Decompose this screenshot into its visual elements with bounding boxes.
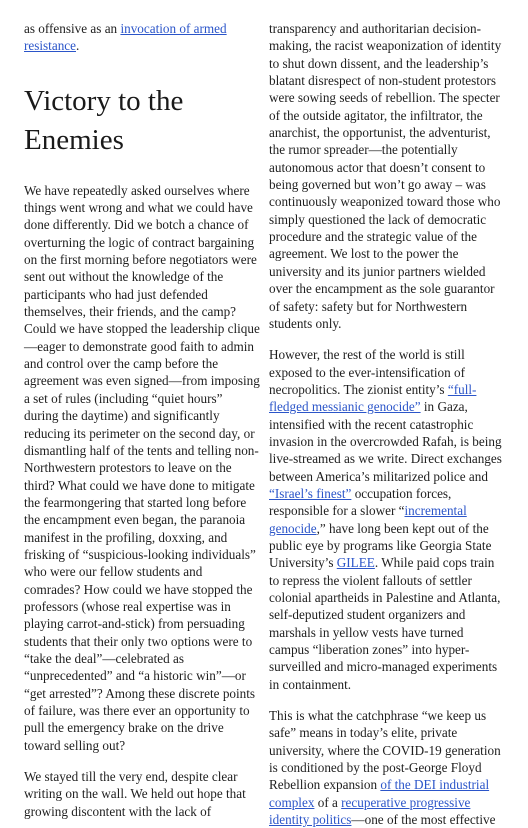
paragraph: We have repeatedly asked ourselves where things went wrong and what we could have done differently. Did we botch a chance of overturning the logic of contract bargaining on the first morning before negotiators were sent out without the knowledge of the participants who had just defended themselves, their friends, and the camp? Could we have stopped the leadership clique—eager to demonstrate good faith to admin and control over the camp before the agreement was even signed—from imposing a set of rules (including “quiet hours” during the daytime) and significantly reducing its perimeter on the second day, or dismantling half of the tents and telling non-Northwestern protestors to leave on the third? What could we have done to mitigate the fearmongering that started long before the encampment even began, the paranoia manifest in the profiling, doxxing, and frisking of “suspicious-looking individuals” who were our fellow students and comrades? How could we have stopped the professors (whose real expertise was in playing carrot-and-stick) from persuading students that their only two options were to “take the deal”—celebrated as “unprecedented” and “a historic win”—or “get arrested”? Among these discrete points of failure, was there ever an opportunity to pull the emergency brake on the drive toward selling out?	[24, 182, 260, 753]
identity-politics-link[interactable]: recuperative progressive identity politics	[269, 794, 471, 828]
text-span: occupation forces, responsible for a slower “	[269, 485, 452, 519]
gilee-link[interactable]: GILEE	[336, 555, 375, 571]
paragraph	[269, 707, 505, 828]
text-span: ,” have long been kept out of the public eye by programs like Georgia State University’s	[269, 520, 492, 571]
intro-paragraph	[24, 20, 260, 55]
intro-text: as offensive as an	[24, 21, 121, 36]
paragraph: transparency and authoritarian decision-making, the racist weaponization of identity to shut down dissent, and the leadership’s blatant disrespect of non-student protestors were sowing seeds of rebellion. The specter of the outside agitator, the infiltrator, the anarchist, the opportunist, the adventurist, the rumor spreader—the potentially autonomous actor that doesn’t consent to being governed but won’t go away – was continuously weaponized toward those who simply questioned the lack of democratic procedure and the strategic value of the agreement. We lost to the power the university and its junior partners wielded over the encampment as the sole guarantor of safety: safety but for Northwestern students only.	[269, 21, 502, 331]
dei-industrial-complex-link[interactable]: of the DEI industrial complex	[269, 777, 490, 810]
text-span: —one of the most effective	[351, 812, 496, 828]
text-span: However, the rest of the world is still exposed to the ever-intensification of necropolitics. The zionist entity’s	[269, 347, 466, 397]
paragraph	[269, 346, 505, 693]
section-heading: Victory to the Enemies	[24, 84, 184, 156]
israels-finest-link[interactable]: “Israel’s finest”	[269, 485, 352, 501]
right-column	[269, 20, 505, 828]
text-span: in Gaza, intensified with the recent catastrophic invasion in the overcrowded Rafah, is being live-streamed as we write. Direct exchanges between America’s militarized police and	[269, 399, 502, 484]
left-column	[24, 20, 260, 820]
incremental-genocide-link[interactable]: incremental genocide	[269, 503, 467, 536]
messianic-genocide-link[interactable]: “full-fledged messianic genocide”	[269, 381, 477, 415]
text-span: This is what the catchphrase “we keep us safe” means in today’s elite, private university, where the COVID-19 generation is conditioned by the post-George Floyd Rebellion expansion	[269, 708, 501, 793]
intro-end: .	[76, 38, 80, 54]
text-span: of a	[314, 794, 342, 810]
armed-resistance-link[interactable]: invocation of armed resistance	[24, 21, 227, 54]
text-span: . While paid cops train to repress the violent fallouts of settler colonial apartheids in Palestine and Atlanta, self-deputized student organizers and marshals in yellow vests have turned campus “liberation zones” into hyper-surveilled and micro-managed experiments in containment.	[269, 555, 501, 692]
paragraph: We stayed till the very end, despite clear writing on the wall. We held out hope that growing discontent with the lack of	[24, 769, 246, 819]
